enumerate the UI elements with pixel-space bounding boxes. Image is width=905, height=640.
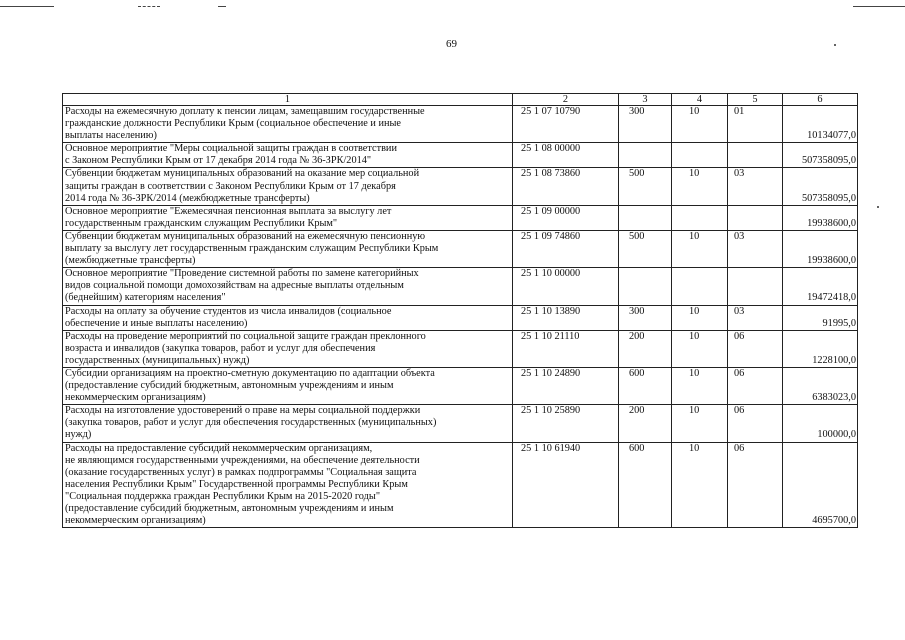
scan-artifact-line-mid2 (218, 6, 226, 7)
table-row (63, 205, 858, 230)
row-section: 10 (672, 168, 728, 205)
row-section (672, 268, 728, 305)
row-code: 25 1 10 21110 (513, 330, 619, 367)
page-number: 69 (446, 38, 457, 50)
row-amount: 100000,0 (783, 405, 858, 442)
table-row (63, 442, 858, 528)
row-section: 10 (672, 106, 728, 143)
scan-artifact-line-right (853, 6, 905, 7)
row-amount: 6383023,0 (783, 367, 858, 404)
row-description: Расходы на изготовление удостоверений о праве на меры социальной поддержки (закупка товаров, работ и услуг для обеспечения государственных (муниципальных) нужд) (63, 405, 513, 442)
row-section: 10 (672, 330, 728, 367)
row-section: 10 (672, 367, 728, 404)
row-subsection: 03 (728, 168, 783, 205)
table-row (63, 106, 858, 143)
row-expense-type: 500 (619, 230, 672, 267)
table-row (63, 230, 858, 267)
row-code: 25 1 10 25890 (513, 405, 619, 442)
table-row (63, 268, 858, 305)
table-row (63, 305, 858, 330)
row-subsection: 06 (728, 405, 783, 442)
row-amount: 507358095,0 (783, 168, 858, 205)
row-amount: 19472418,0 (783, 268, 858, 305)
header-cell: 3 (619, 94, 672, 106)
row-code: 25 1 10 61940 (513, 442, 619, 528)
row-description: Субсидии организациям на проектно-сметную документацию по адаптации объекта (предоставление субсидий бюджетным, автономным учреждениям и иным некоммерческим организациям) (63, 367, 513, 404)
scan-artifact-line-mid (138, 6, 160, 7)
row-description: Субвенции бюджетам муниципальных образований на ежемесячную пенсионную выплату за выслугу лет государственным гражданским служащим Республики Крым (межбюджетные трансферты) (63, 230, 513, 267)
row-code: 25 1 08 00000 (513, 143, 619, 168)
scan-artifact-dot-2 (877, 206, 879, 208)
row-subsection (728, 143, 783, 168)
row-subsection (728, 268, 783, 305)
row-expense-type (619, 268, 672, 305)
row-subsection: 03 (728, 230, 783, 267)
row-section: 10 (672, 305, 728, 330)
row-description: Расходы на проведение мероприятий по социальной защите граждан преклонного возраста и инвалидов (закупка товаров, работ и услуг для обеспечения государственных (муниципальных) нужд) (63, 330, 513, 367)
header-cell: 4 (672, 94, 728, 106)
row-section (672, 205, 728, 230)
row-description: Основное мероприятие "Ежемесячная пенсионная выплата за выслугу лет государственным гражданским служащим Республики Крым" (63, 205, 513, 230)
row-amount: 19938600,0 (783, 205, 858, 230)
row-description: Основное мероприятие "Проведение системной работы по замене категорийных видов социальной помощи домохозяйствам на адресные выплаты отдельным (беднейшим) категориям населения" (63, 268, 513, 305)
row-subsection: 06 (728, 367, 783, 404)
row-code: 25 1 10 00000 (513, 268, 619, 305)
row-section: 10 (672, 405, 728, 442)
table-row (63, 330, 858, 367)
row-expense-type: 600 (619, 442, 672, 528)
table-row (63, 143, 858, 168)
row-description: Расходы на предоставление субсидий некоммерческим организациям, не являющимся государственными учреждениями, на обеспечение деятельности (оказание государственных услуг) в рамках подпрограммы "Социальная защита населения Республики Крым" Государственной программы Республики Крым "Социальная поддержка граждан Республики Крым на 2015-2020 годы" (предоставление субсидий бюджетным, автономным учреждениям и иным некоммерческим организациям) (63, 442, 513, 528)
row-code: 25 1 08 73860 (513, 168, 619, 205)
row-section: 10 (672, 230, 728, 267)
header-cell: 5 (728, 94, 783, 106)
row-section (672, 143, 728, 168)
row-description: Расходы на оплату за обучение студентов из числа инвалидов (социальное обеспечение и иные выплаты населению) (63, 305, 513, 330)
row-amount: 19938600,0 (783, 230, 858, 267)
row-code: 25 1 09 00000 (513, 205, 619, 230)
table-row (63, 168, 858, 205)
scan-artifact-line-left (0, 6, 54, 7)
row-amount: 507358095,0 (783, 143, 858, 168)
row-amount: 10134077,0 (783, 106, 858, 143)
table-row (63, 367, 858, 404)
row-expense-type (619, 205, 672, 230)
row-expense-type: 300 (619, 305, 672, 330)
header-cell: 1 (63, 94, 513, 106)
row-description: Расходы на ежемесячную доплату к пенсии лицам, замещавшим государственные гражданские должности Республики Крым (социальное обеспечение и иные выплаты населению) (63, 106, 513, 143)
row-expense-type: 200 (619, 405, 672, 442)
row-code: 25 1 07 10790 (513, 106, 619, 143)
row-description: Основное мероприятие "Меры социальной защиты граждан в соответствии с Законом Республики Крым от 17 декабря 2014 года № 36-ЗРК/2014" (63, 143, 513, 168)
table-row (63, 405, 858, 442)
row-expense-type: 600 (619, 367, 672, 404)
header-cell: 6 (783, 94, 858, 106)
row-expense-type: 300 (619, 106, 672, 143)
row-code: 25 1 10 13890 (513, 305, 619, 330)
row-code: 25 1 09 74860 (513, 230, 619, 267)
row-subsection: 06 (728, 442, 783, 528)
header-cell: 2 (513, 94, 619, 106)
row-code: 25 1 10 24890 (513, 367, 619, 404)
row-amount: 91995,0 (783, 305, 858, 330)
row-expense-type: 500 (619, 168, 672, 205)
row-amount: 4695700,0 (783, 442, 858, 528)
row-description: Субвенции бюджетам муниципальных образований на оказание мер социальной защиты граждан в соответствии с Законом Республики Крым от 17 декабря 2014 года № 36-ЗРК/2014 (межбюджетные трансферты) (63, 168, 513, 205)
row-subsection (728, 205, 783, 230)
row-amount: 1228100,0 (783, 330, 858, 367)
scan-artifact-dot (834, 44, 836, 46)
row-subsection: 01 (728, 106, 783, 143)
row-expense-type (619, 143, 672, 168)
row-expense-type: 200 (619, 330, 672, 367)
row-subsection: 06 (728, 330, 783, 367)
row-subsection: 03 (728, 305, 783, 330)
row-section: 10 (672, 442, 728, 528)
table-header-row (63, 94, 858, 106)
budget-table (62, 93, 858, 528)
